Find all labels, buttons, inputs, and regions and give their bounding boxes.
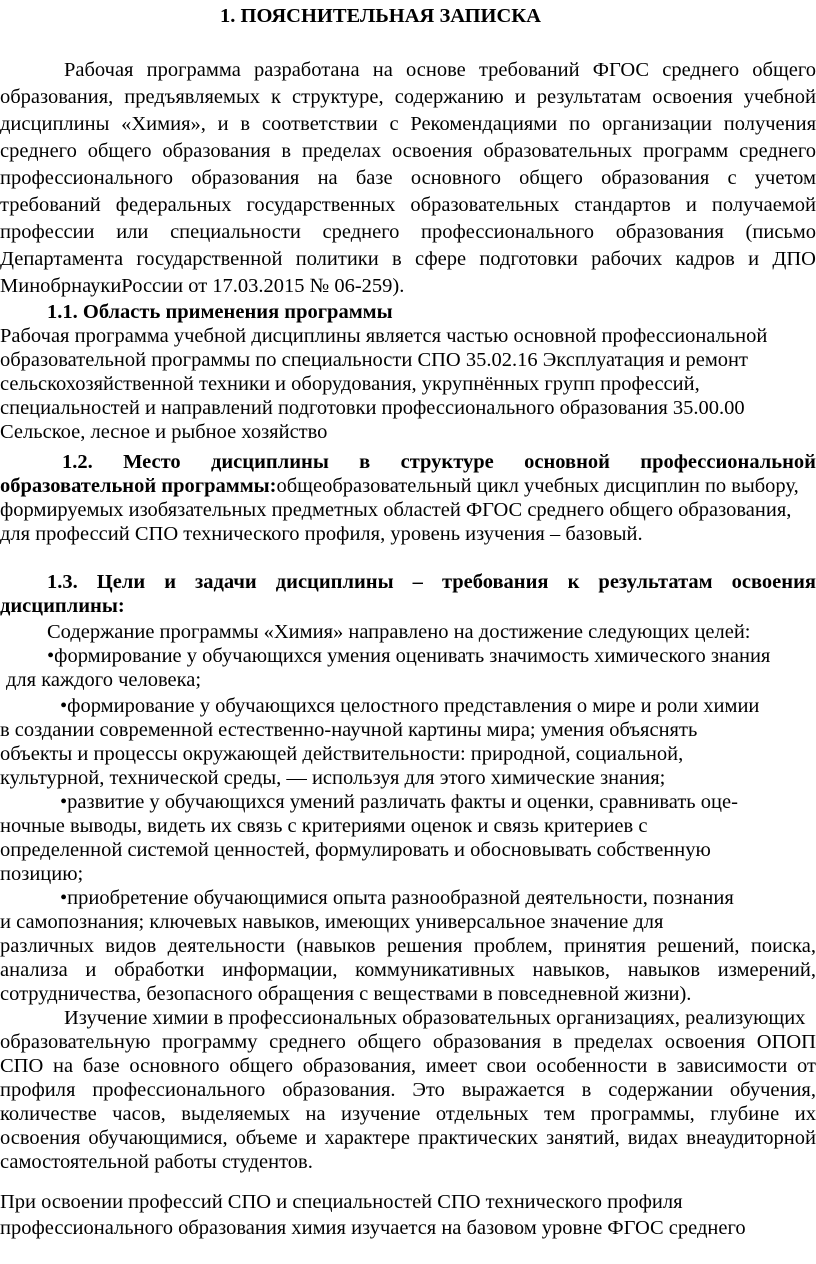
s13-line-3: для каждого человека;	[6, 669, 202, 691]
section-1-2-heading: 1.2. Место дисциплины в структуре основной профессиональной	[62, 451, 816, 473]
s13-line-21: количестве часов, выделяемых на изучение отдельных тем программы, глубине их	[0, 1103, 816, 1125]
s12-line-2-rest: общеобразовательный цикл учебных дисциплин по выбору,	[276, 475, 799, 497]
s12-line-4: для профессий СПО технического профиля, уровень изучения – базовый.	[0, 523, 643, 545]
s13-line-7: культурной, технической среды, — используя для этого химические знания;	[0, 767, 666, 789]
s13-line-22: освоения обучающимися, объеме и характере практических занятий, видах внеаудиторной	[0, 1127, 816, 1149]
intro-line-3: дисциплины «Химия», и в соответствии с Рекомендациями по организации получения	[0, 113, 816, 135]
s13-line-19: СПО на базе основного общего образования, имеет свои особенности в зависимости от	[0, 1055, 816, 1077]
page-title: 1. ПОЯСНИТЕЛЬНАЯ ЗАПИСКА	[220, 5, 541, 27]
intro-line-5: профессионального образования на базе основного общего образования с учетом	[0, 167, 816, 189]
s13-line-8: •развитие у обучающихся умений различать факты и оценки, сравнивать оце-	[60, 791, 738, 813]
section-1-3-heading-cont: дисциплины:	[0, 595, 125, 617]
s13-line-20: профиля профессионального образования. Это выражается в содержании обучения,	[0, 1079, 816, 1101]
s13-line-14: различных видов деятельности (навыков решения проблем, принятия решений, поиска,	[0, 935, 816, 957]
s13-line-9: ночные выводы, видеть их связь с критериями оценок и связь критериев с	[0, 815, 648, 837]
s13-line-23: самостоятельной работы студентов.	[0, 1151, 313, 1173]
intro-line-2: образования, предъявляемых к структуре, содержанию и результатам освоения учебной	[0, 86, 816, 108]
section-1-1-heading: 1.1. Область применения программы	[47, 301, 393, 323]
s13-line-5: в создании современной естественно-научной картины мира; умения объяснять	[0, 719, 698, 741]
s13-line-10: определенной системой ценностей, формулировать и обосновывать собственную	[0, 839, 711, 861]
s13-line-12: •приобретение обучающимися опыта разнообразной деятельности, познания	[60, 887, 734, 909]
s13-line-13: и самопознания; ключевых навыков, имеющих универсальное значение для	[0, 911, 664, 933]
intro-line-7: профессии или специальности среднего профессионального образования (письмо	[0, 221, 816, 243]
s11-line-5: Сельское, лесное и рыбное хозяйство	[0, 421, 328, 443]
s11-line-1: Рабочая программа учебной дисциплины является частью основной профессиональной	[0, 325, 768, 347]
s12-line-2	[0, 474, 816, 498]
s13-line-2: •формирование у обучающихся умения оценивать значимость химического знания	[47, 645, 771, 667]
intro-line-8: Департамента государственной политики в сфере подготовки рабочих кадров и ДПО	[0, 248, 816, 270]
s13-line-24: При освоении профессий СПО и специальностей СПО технического профиля	[0, 1191, 683, 1213]
s13-line-4: •формирование у обучающихся целостного представления о мире и роли химии	[60, 695, 760, 717]
section-1-3-heading: 1.3. Цели и задачи дисциплины – требования к результатам освоения	[47, 571, 816, 593]
s13-line-6: объекты и процессы окружающей действительности: природной, социальной,	[0, 743, 684, 765]
s13-line-16: сотрудничества, безопасного обращения с веществами в повседневной жизни).	[0, 983, 692, 1005]
s13-line-18: образовательную программу среднего общего образования в пределах освоения ОПОП	[0, 1031, 816, 1053]
intro-line-4: среднего общего образования в пределах освоения образовательных программ среднего	[0, 140, 816, 162]
s13-line-25: профессионального образования химия изучается на базовом уровне ФГОС среднего	[0, 1217, 746, 1239]
s11-line-3: сельскохозяйственной техники и оборудования, укрупнённых групп профессий,	[0, 373, 700, 395]
s13-line-17: Изучение химии в профессиональных образовательных организациях, реализующих	[64, 1007, 806, 1029]
s12-line-3: формируемых изобязательных предметных областей ФГОС среднего общего образования,	[0, 499, 792, 521]
s13-line-15: анализа и обработки информации, коммуникативных навыков, навыков измерений,	[0, 959, 816, 981]
s11-line-2: образовательной программы по специальности СПО 35.02.16 Эксплуатация и ремонт	[0, 349, 748, 371]
s11-line-4: специальностей и направлений подготовки профессионального образования 35.00.00	[0, 397, 745, 419]
intro-line-9: МинобрнаукиРоссии от 17.03.2015 № 06-259).	[0, 275, 405, 297]
intro-line-6: требований федеральных государственных образовательных стандартов и получаемой	[0, 194, 816, 216]
intro-line-1: Рабочая программа разработана на основе требований ФГОС среднего общего	[64, 59, 816, 81]
s13-line-11: позицию;	[0, 863, 84, 885]
s13-line-1: Содержание программы «Химия» направлено на достижение следующих целей:	[47, 621, 751, 643]
s12-heading-bold: образовательной программы:	[0, 475, 277, 497]
